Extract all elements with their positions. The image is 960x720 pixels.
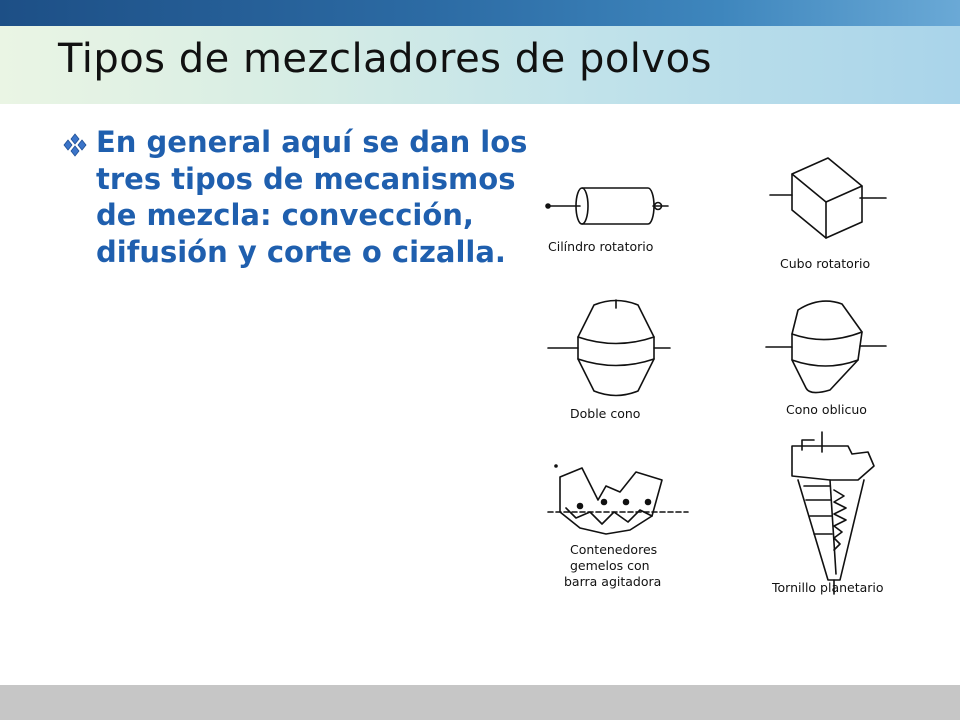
- header-top-bar: [0, 0, 960, 26]
- label-twin-shell-2: gemelos con: [570, 558, 650, 573]
- label-planetary-screw: Tornillo planetario: [772, 580, 884, 595]
- label-twin-shell-3: barra agitadora: [564, 574, 662, 589]
- twin-shell-blender-drawing: [548, 465, 688, 534]
- rotating-cube-drawing: [770, 158, 886, 238]
- slide-title: Tipos de mezcladores de polvos: [58, 36, 712, 82]
- body-text: En general aquí se dan los tres tipos de mecanismos de mezcla: convección, difusión y corte o cizalla.: [96, 125, 528, 269]
- label-cylinder: Cilíndro rotatorio: [548, 239, 654, 254]
- label-oblique-cone: Cono oblicuo: [786, 402, 867, 417]
- planetary-screw-mixer-drawing: [792, 432, 874, 594]
- label-double-cone: Doble cono: [570, 406, 641, 421]
- label-twin-shell-1: Contenedores: [570, 542, 658, 557]
- oblique-cone-drawing: [766, 301, 886, 392]
- footer-bar: [0, 685, 960, 720]
- diamond-bullet-icon: [62, 133, 88, 157]
- label-cube: Cubo rotatorio: [780, 256, 871, 271]
- double-cone-drawing: [548, 300, 670, 396]
- mixer-types-figure: [530, 150, 930, 610]
- rotating-cylinder-drawing: [546, 188, 668, 224]
